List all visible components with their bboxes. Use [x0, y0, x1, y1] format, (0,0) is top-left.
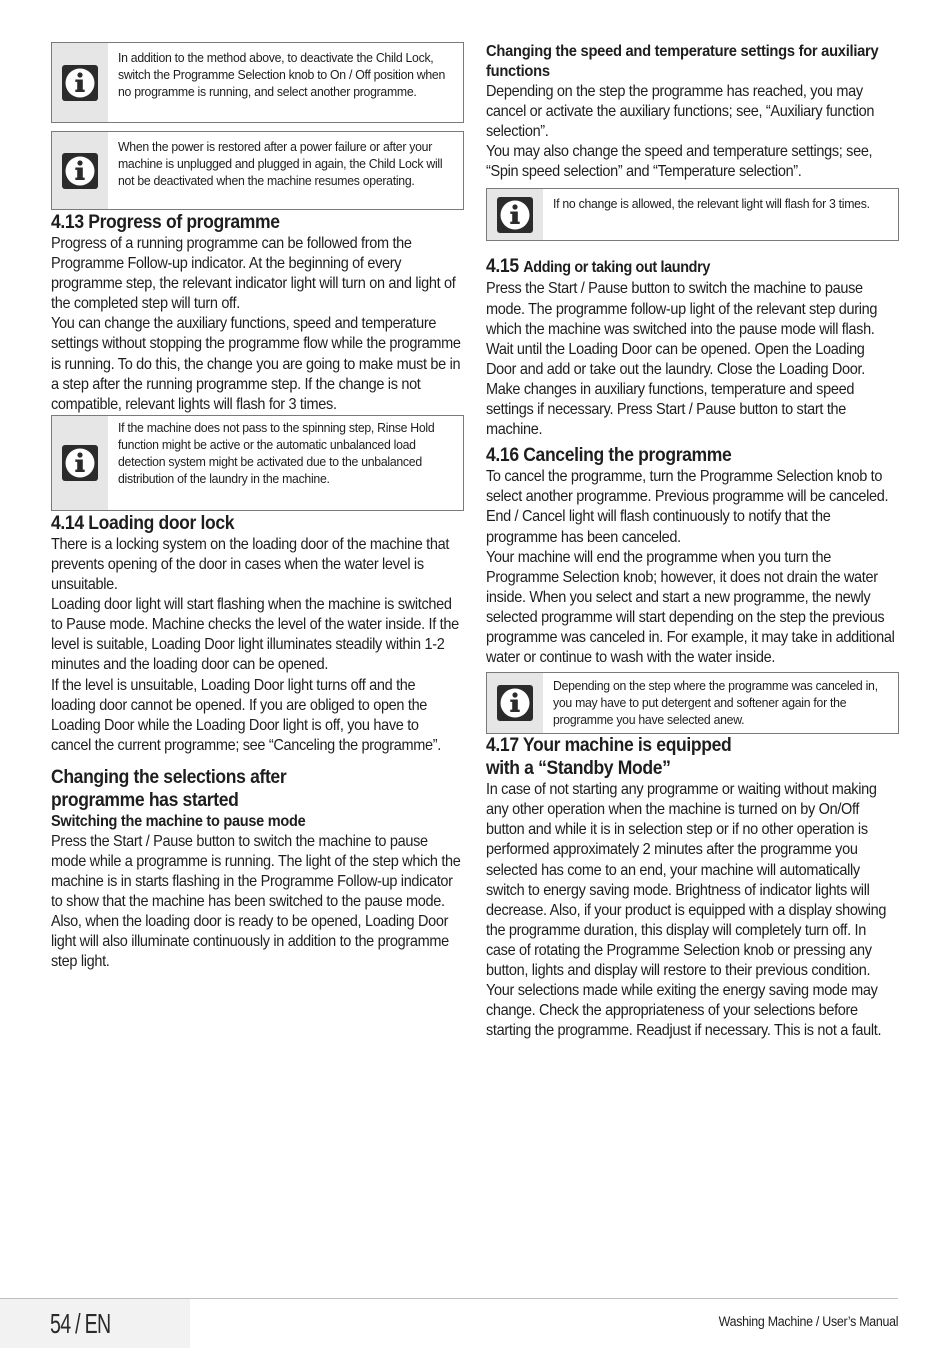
section-title-4-17-line2: with a “Standby Mode” — [486, 757, 671, 780]
note-text: When the power is restored after a power failure or after your machine is unplugged and plugged in again, the Child Lock will not be deactivated when the machine resumes operating. — [118, 139, 443, 188]
left-column — [51, 42, 464, 973]
footer-divider — [0, 1298, 898, 1299]
paragraph: Press the Start / Pause button to switch the machine to pause mode while a programme is running. The light of the step which the machine is in starts flashing in the Programme Follow-up indicator to show that the machine has been switched to the pause mode. — [51, 832, 461, 911]
section-title-text: Adding or taking out laundry — [523, 259, 710, 277]
paragraph: Progress of a running programme can be followed from the Programme Follow-up indicator. At the beginning of every programme step, the relevant indicator light will turn on and light of the completed step will turn off. — [51, 235, 456, 313]
note-text: If no change is allowed, the relevant light will flash for 3 times. — [553, 196, 870, 212]
paragraph: Loading door light will start flashing when the machine is switched to Pause mode. Machine checks the level of the water inside. If the level is suitable, Loading Door light illuminates steadily within 1-2 minutes and the loading door can be opened. — [51, 596, 459, 674]
section-title-changing-line2: programme has started — [51, 788, 239, 811]
paragraph: In case of not starting any programme or waiting without making any other operation when the machine is turned on by On/Off button and while it is in selection step or if no other operation is performed approximately 2 minutes after the programme you selected has come to an end, your machine will automatically switch to energy saving mode. Brightness of indicator lights will decrease. Also, if your product is equipped with a display showing the programme duration, this display will completely turn off. In case of rotating the Programme Selection knob or pressing any button, lights and display will restore to their previous condition. Your selections made while exiting the energy saving mode may change. Check the appropriateness of your selections before starting the programme. Readjust if necessary. This is not a fault. — [486, 781, 887, 1040]
note-canceled-step — [486, 672, 899, 734]
section-title-4-15 — [486, 255, 895, 279]
info-icon — [487, 673, 543, 733]
paragraph: To cancel the programme, turn the Programme Selection knob to select another programme. Previous programme will be canceled. End / Cancel light will flash continuously to notify that the programme has been canceled. — [486, 468, 889, 546]
paragraph: Also, when the loading door is ready to be opened, Loading Door light will also illuminate continuously in addition to the programme step light. — [51, 913, 449, 971]
info-icon — [487, 189, 543, 240]
paragraph: Press the Start / Pause button to switch the machine to pause mode. The programme follow-up light of the relevant step during which the machine was switched into the pause mode will flash. Wait until the Loading Door can be opened. Open the Loading Door and add or take out the laundry. Close the Loading Door. Make changes in auxiliary functions, temperature and speed settings if necessary. Press Start / Pause button to start the machine. — [486, 280, 878, 439]
note-power-failure — [51, 131, 464, 210]
info-icon — [52, 132, 108, 209]
subsection-title-pause-mode: Switching the machine to pause mode — [51, 812, 306, 830]
note-text: If the machine does not pass to the spinning step, Rinse Hold function might be active or the automatic unbalanced load detection system might be activated due to the unbalanced distribution of the laundry in the machine. — [118, 419, 435, 486]
section-title-4-13: 4.13 Progress of programme — [51, 211, 280, 233]
section-title-4-14: 4.14 Loading door lock — [51, 511, 235, 534]
section-title-4-17-line1: 4.17 Your machine is equipped — [486, 734, 732, 757]
section-title-4-16: 4.16 Canceling the programme — [486, 444, 732, 467]
note-text: Depending on the step where the programme was canceled in, you may have to put detergent and softener again for the programme you have selected anew. — [553, 678, 878, 728]
section-title-changing-line1: Changing the selections after — [51, 765, 287, 788]
note-spinning-step — [51, 415, 464, 511]
page-number: 54 / EN — [50, 1308, 111, 1339]
note-child-lock-method — [51, 42, 464, 123]
paragraph: You may also change the speed and temperature settings; see, “Spin speed selection” and “Temperature selection”. — [486, 143, 873, 181]
note-no-change-allowed — [486, 188, 899, 241]
paragraph: If the level is unsuitable, Loading Door light turns off and the loading door cannot be opened. If you are obliged to open the Loading Door while the Loading Door light is off, you have to cancel the current programme; see “Canceling the programme”. — [51, 676, 441, 754]
section-number: 4.15 — [486, 255, 519, 278]
info-icon — [52, 43, 108, 122]
paragraph: You can change the auxiliary functions, speed and temperature settings without stopping the programme flow while the programme is running. To do this, the change you are going to make must be in a step after the running programme step. If the change is not compatible, relevant lights will flash for 3 times. — [51, 315, 461, 413]
paragraph: There is a locking system on the loading door of the machine that prevents opening of the door in cases when the water level is unsuitable. — [51, 535, 450, 594]
paragraph: Depending on the step the programme has reached, you may cancel or activate the auxiliary functions; see, “Auxiliary function selection”. — [486, 83, 875, 141]
info-icon — [52, 416, 108, 510]
paragraph: Your machine will end the programme when you turn the Programme Selection knob; however, it does not drain the water inside. When you select and start a new programme, the newly selected programme will start depending on the step the previous programme was canceled in. For example, it may take in additional water or continue to wash with the water inside. — [486, 548, 895, 667]
note-text: In addition to the method above, to deactivate the Child Lock, switch the Programme Selection knob to On / Off position when no programme is running, and select another programme. — [118, 50, 446, 99]
subsection-title-speed-temperature: Changing the speed and temperature settings for auxiliary functions — [486, 43, 879, 80]
manual-title: Washing Machine / User’s Manual — [718, 1314, 898, 1329]
right-column — [486, 42, 899, 1041]
